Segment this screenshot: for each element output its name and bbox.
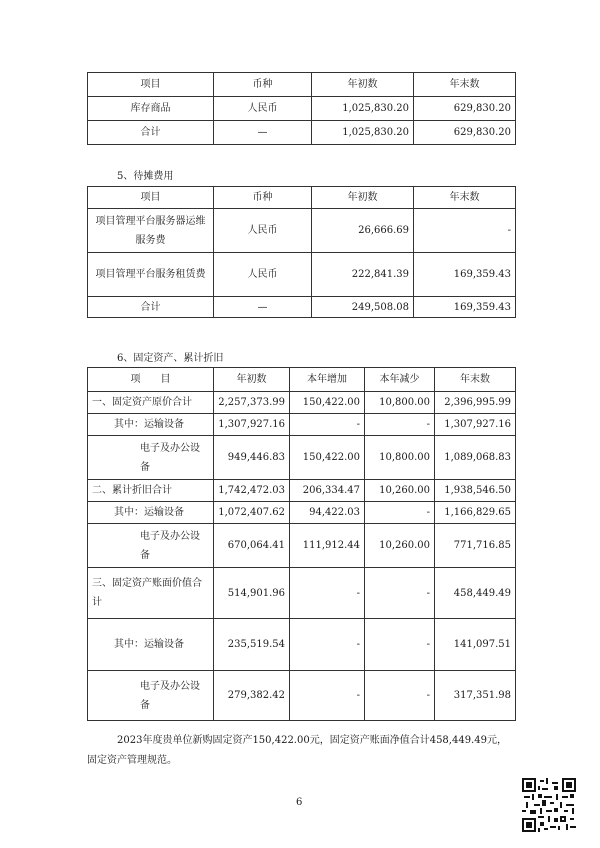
- cell-item: 其中：运输设备: [88, 414, 214, 436]
- cell-closing: 141,097.51: [435, 619, 516, 671]
- header-currency: 币种: [214, 73, 312, 97]
- cell-decrease: -: [365, 619, 435, 671]
- cell-decrease: -: [365, 568, 435, 619]
- cell-item: 三、固定资产账面价值合计: [88, 568, 214, 619]
- header-opening: 年初数: [214, 368, 290, 392]
- cell-increase: -: [290, 671, 365, 721]
- cell-opening: 670,064.41: [214, 524, 290, 568]
- cell-item: 电子及办公设备: [88, 524, 214, 568]
- cell-decrease: -: [365, 671, 435, 721]
- cell-item: 合计: [88, 297, 214, 318]
- fixed-assets-table: [87, 367, 516, 721]
- cell-opening: 949,446.83: [214, 436, 290, 480]
- header-closing: 年末数: [435, 368, 516, 392]
- cell-opening: 1,072,407.62: [214, 502, 290, 524]
- cell-currency: 人民币: [214, 253, 312, 297]
- header-decrease: 本年减少: [365, 368, 435, 392]
- table-row: [88, 209, 516, 253]
- cell-item: 一、固定资产原价合计: [88, 392, 214, 414]
- cell-opening: 1,025,830.20: [312, 97, 414, 121]
- cell-currency: —: [214, 297, 312, 318]
- header-increase: 本年增加: [290, 368, 365, 392]
- cell-increase: 111,912.44: [290, 524, 365, 568]
- cell-closing: 1,166,829.65: [435, 502, 516, 524]
- header-opening: 年初数: [312, 73, 414, 97]
- qr-code-icon: [522, 778, 576, 832]
- cell-item: 二、累计折旧合计: [88, 480, 214, 502]
- header-currency: 币种: [214, 187, 312, 209]
- table-row: [88, 297, 516, 318]
- table-row: [88, 568, 516, 619]
- inventory-table: [87, 72, 516, 145]
- cell-decrease: -: [365, 502, 435, 524]
- section-6-title: 6、固定资产、累计折旧: [117, 353, 224, 364]
- cell-decrease: -: [365, 414, 435, 436]
- table-row: [88, 671, 516, 721]
- cell-opening: 235,519.54: [214, 619, 290, 671]
- header-item: 项目: [88, 187, 214, 209]
- table-row: [88, 436, 516, 480]
- summary-line-1: 2023年度贵单位新购固定资产150,422.00元，固定资产账面净值合计458,449.49元，: [117, 735, 507, 746]
- cell-opening: 2,257,373.99: [214, 392, 290, 414]
- cell-closing: 169,359.43: [414, 253, 516, 297]
- cell-item: 其中：运输设备: [88, 502, 214, 524]
- table-row: [88, 524, 516, 568]
- cell-decrease: 10,260.00: [365, 524, 435, 568]
- header-item: 项 目: [88, 368, 214, 392]
- cell-closing: 2,396,995.99: [435, 392, 516, 414]
- cell-opening: 222,841.39: [312, 253, 414, 297]
- cell-increase: 94,422.03: [290, 502, 365, 524]
- table-row: [88, 121, 516, 145]
- cell-opening: 1,025,830.20: [312, 121, 414, 145]
- cell-closing: 771,716.85: [435, 524, 516, 568]
- cell-item: 项目管理平台服务租赁费: [88, 253, 214, 297]
- cell-increase: 206,334.47: [290, 480, 365, 502]
- table-row: [88, 414, 516, 436]
- cell-opening: 1,742,472.03: [214, 480, 290, 502]
- cell-increase: -: [290, 414, 365, 436]
- cell-opening: 514,901.96: [214, 568, 290, 619]
- section-5-title: 5、待摊费用: [117, 171, 174, 182]
- cell-increase: -: [290, 619, 365, 671]
- cell-item: 其中：运输设备: [88, 619, 214, 671]
- header-closing: 年末数: [414, 73, 516, 97]
- cell-item: 电子及办公设备: [88, 436, 214, 480]
- cell-increase: -: [290, 568, 365, 619]
- table-row: [88, 97, 516, 121]
- cell-item: 电子及办公设备: [88, 671, 214, 721]
- table-row: [88, 619, 516, 671]
- table-row: [88, 392, 516, 414]
- cell-increase: 150,422.00: [290, 392, 365, 414]
- cell-item: 合计: [88, 121, 214, 145]
- cell-decrease: 10,800.00: [365, 436, 435, 480]
- cell-closing: 169,359.43: [414, 297, 516, 318]
- cell-decrease: 10,800.00: [365, 392, 435, 414]
- cell-closing: 317,351.98: [435, 671, 516, 721]
- cell-opening: 26,666.69: [312, 209, 414, 253]
- summary-line-2: 固定资产管理规范。: [87, 755, 177, 766]
- header-opening: 年初数: [312, 187, 414, 209]
- cell-increase: 150,422.00: [290, 436, 365, 480]
- cell-currency: 人民币: [214, 97, 312, 121]
- cell-item: 库存商品: [88, 97, 214, 121]
- table-row: [88, 253, 516, 297]
- cell-opening: 279,382.42: [214, 671, 290, 721]
- cell-opening: 1,307,927.16: [214, 414, 290, 436]
- cell-currency: 人民币: [214, 209, 312, 253]
- header-closing: 年末数: [414, 187, 516, 209]
- header-item: 项目: [88, 73, 214, 97]
- cell-closing: 1,307,927.16: [435, 414, 516, 436]
- table-row: [88, 502, 516, 524]
- cell-closing: 629,830.20: [414, 121, 516, 145]
- cell-opening: 249,508.08: [312, 297, 414, 318]
- cell-decrease: 10,260.00: [365, 480, 435, 502]
- cell-closing: 1,089,068.83: [435, 436, 516, 480]
- cell-closing: -: [414, 209, 516, 253]
- page-number: 6: [296, 797, 303, 808]
- cell-item: 项目管理平台服务器运维服务费: [88, 209, 214, 253]
- prepaid-expenses-table: [87, 186, 516, 318]
- table-row: [88, 480, 516, 502]
- cell-closing: 1,938,546.50: [435, 480, 516, 502]
- cell-currency: —: [214, 121, 312, 145]
- cell-closing: 629,830.20: [414, 97, 516, 121]
- cell-closing: 458,449.49: [435, 568, 516, 619]
